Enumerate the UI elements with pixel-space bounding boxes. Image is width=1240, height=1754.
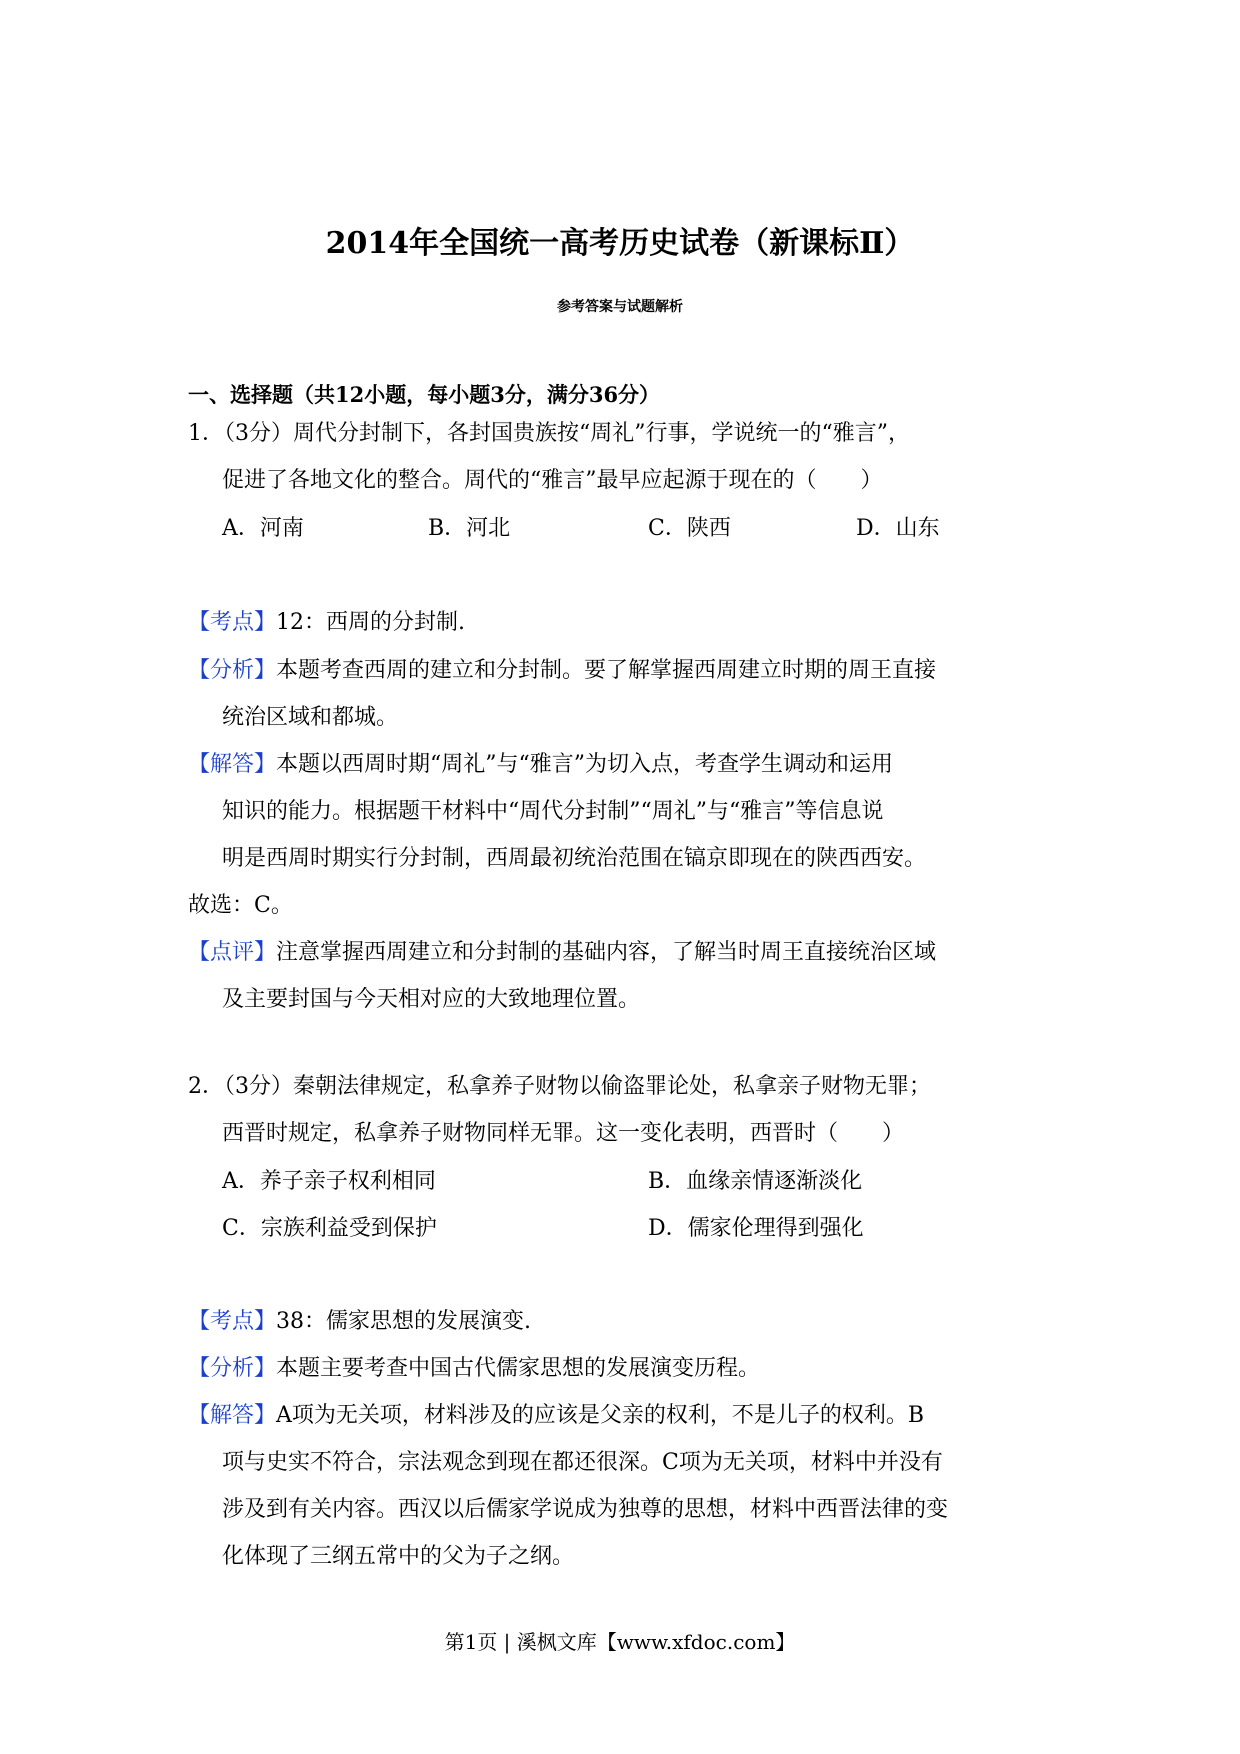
q2-jieda-line3: 涉及到有关内容。西汉以后儒家学说成为独尊的思想，材料中西晋法律的变 <box>222 1497 949 1522</box>
q1-fenxi <box>188 656 936 686</box>
q1-dianping <box>188 938 936 968</box>
q1-jieda-line1: 本题以西周时期“周礼”与“雅言”为切入点，考查学生调动和运用 <box>276 752 894 777</box>
page-footer: 第1页 | 溪枫文库【www.xfdoc.com】 <box>444 1630 796 1654</box>
q2-jieda <box>188 1401 924 1431</box>
q1-stem-line2: 促进了各地文化的整合。周代的“雅言”最早应起源于现在的（ ） <box>222 468 883 493</box>
q2-jieda-line4: 化体现了三纲五常中的父为子之纲。 <box>222 1544 575 1569</box>
q1-kaodian <box>188 608 465 638</box>
q1-fenxi-tag: 【分析】 <box>188 658 277 683</box>
q2-stem-line1: 2．（3分）秦朝法律规定，私拿养子财物以偷盗罪论处，私拿亲子财物无罪； <box>188 1074 931 1099</box>
q2-jieda-line2: 项与史实不符合，宗法观念到现在都还很深。C项为无关项，材料中并没有 <box>222 1450 943 1475</box>
q2-kaodian <box>188 1307 531 1337</box>
q2-option-b: B．血缘亲情逐渐淡化 <box>648 1169 863 1194</box>
q1-option-d: D．山东 <box>856 516 940 541</box>
q1-jieda-tag: 【解答】 <box>188 752 277 777</box>
q1-dianping-line2: 及主要封国与今天相对应的大致地理位置。 <box>222 987 641 1012</box>
q1-jieda-line2: 知识的能力。根据题干材料中“周代分封制”“周礼”与“雅言”等信息说 <box>222 799 884 824</box>
q1-kaodian-tag: 【考点】 <box>188 610 277 635</box>
q2-option-d: D．儒家伦理得到强化 <box>648 1216 864 1241</box>
q1-option-b: B．河北 <box>428 516 511 541</box>
q2-option-c: C．宗族利益受到保护 <box>222 1216 437 1241</box>
page-title: 2014年全国统一高考历史试卷（新课标Ⅱ） <box>325 226 915 261</box>
q2-jieda-tag: 【解答】 <box>188 1403 277 1428</box>
q2-fenxi-line1: 本题主要考查中国古代儒家思想的发展演变历程。 <box>276 1356 761 1381</box>
q1-fenxi-line2: 统治区域和都城。 <box>222 705 399 730</box>
q1-option-a: A．河南 <box>222 516 304 541</box>
q2-kaodian-text: 38：儒家思想的发展演变. <box>276 1309 532 1334</box>
q1-dianping-tag: 【点评】 <box>188 940 277 965</box>
q1-jieda-line3: 明是西周时期实行分封制，西周最初统治范围在镐京即现在的陕西西安。 <box>222 846 927 871</box>
page-subtitle: 参考答案与试题解析 <box>557 299 683 315</box>
q2-jieda-line1: A项为无关项，材料涉及的应该是父亲的权利，不是儿子的权利。B <box>276 1403 925 1428</box>
q2-fenxi-tag: 【分析】 <box>188 1356 277 1381</box>
q1-option-c: C．陕西 <box>648 516 731 541</box>
q2-fenxi <box>188 1354 760 1384</box>
section-heading: 一、选择题（共12小题，每小题3分，满分36分） <box>188 382 661 407</box>
q2-stem-line2: 西晋时规定，私拿养子财物同样无罪。这一变化表明，西晋时（ ） <box>222 1121 905 1146</box>
q2-kaodian-tag: 【考点】 <box>188 1309 277 1334</box>
q1-kaodian-text: 12：西周的分封制. <box>276 610 466 635</box>
q2-option-a: A．养子亲子权利相同 <box>222 1169 436 1194</box>
q1-dianping-line1: 注意掌握西周建立和分封制的基础内容，了解当时周王直接统治区域 <box>276 940 937 965</box>
q1-jieda <box>188 750 893 780</box>
q1-answer: 故选：C。 <box>188 893 293 918</box>
q1-stem-line1: 1．（3分）周代分封制下，各封国贵族按“周礼”行事，学说统一的“雅言”， <box>188 421 910 446</box>
q1-fenxi-line1: 本题考查西周的建立和分封制。要了解掌握西周建立时期的周王直接 <box>276 658 937 683</box>
